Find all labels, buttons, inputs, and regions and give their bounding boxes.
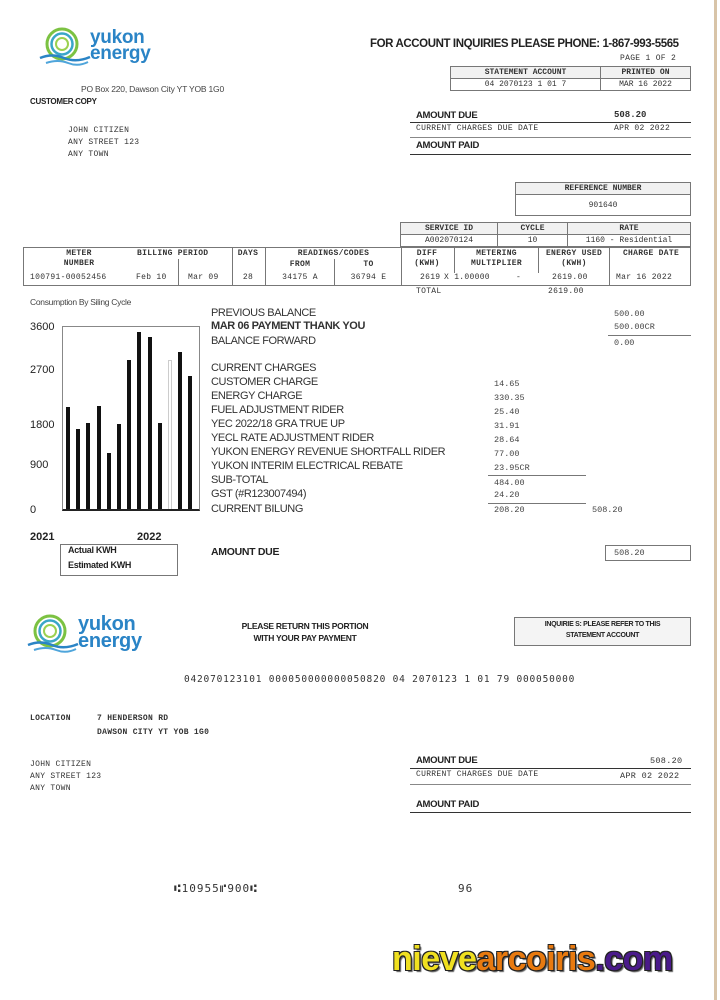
header-diff-kwh: (KWH) bbox=[414, 259, 440, 268]
customer-street: ANY STREET 123 bbox=[68, 138, 140, 147]
charge-item-label: YUKON ENERGY REVENUE SHORTFALL RIDER bbox=[211, 446, 446, 458]
actual-kwh-bar bbox=[158, 423, 162, 509]
consumption-chart bbox=[62, 326, 200, 511]
stub-customer-street: ANY STREET 123 bbox=[30, 772, 102, 781]
divider bbox=[608, 335, 691, 336]
charge-item-label: YECL RATE ADJUSTMENT RIDER bbox=[211, 432, 374, 444]
days-value: 28 bbox=[242, 273, 254, 282]
divider bbox=[488, 475, 586, 476]
actual-kwh-bar bbox=[86, 423, 90, 509]
divider bbox=[178, 259, 179, 286]
reference-number-header: REFERENCE NUMBER bbox=[516, 183, 691, 195]
stub-logo-text-energy: energy bbox=[78, 630, 142, 652]
stub-amount-due-value: 508.20 bbox=[650, 756, 683, 766]
charge-item-label: ENERGY CHARGE bbox=[211, 390, 303, 402]
diff-value: 2619 bbox=[420, 273, 441, 282]
actual-kwh-bar bbox=[137, 332, 141, 509]
reference-number-value: 901640 bbox=[516, 195, 691, 216]
inquiries-line1: INQUIRIE S: PLEASE REFER TO THIS bbox=[544, 621, 661, 628]
charge-item-amount: 31.91 bbox=[494, 421, 520, 431]
reading-to-value: 36794 E bbox=[350, 273, 387, 282]
actual-kwh-bar bbox=[188, 376, 192, 509]
y-tick: 900 bbox=[30, 459, 49, 471]
return-portion-note bbox=[200, 620, 410, 644]
divider bbox=[410, 137, 691, 138]
return-address: PO Box 220, Dawson City YT YOB 1G0 bbox=[81, 84, 224, 94]
charge-item-amount: 77.00 bbox=[494, 449, 520, 459]
divider bbox=[410, 768, 691, 769]
charge-item-label: YEC 2022/18 GRA TRUE UP bbox=[211, 418, 345, 430]
page-edge-border bbox=[714, 0, 717, 1000]
y-tick: 3600 bbox=[30, 321, 55, 333]
previous-balance-value: 500.00 bbox=[614, 309, 645, 319]
header-metering: METERING bbox=[476, 249, 517, 258]
payment-value: 500.00CR bbox=[614, 322, 655, 332]
total-label: TOTAL bbox=[416, 287, 442, 296]
actual-kwh-bar bbox=[97, 406, 101, 509]
x-label-2021: 2021 bbox=[30, 531, 55, 543]
account-info-table bbox=[450, 66, 691, 91]
stub-logo-text-yukon: yukon bbox=[78, 613, 136, 635]
actual-kwh-bar bbox=[117, 424, 121, 509]
to-header: TO bbox=[363, 260, 374, 269]
legend-estimated: Estimated KWH bbox=[68, 560, 132, 570]
header-diff: DIFF bbox=[416, 249, 438, 258]
yukon-energy-logo bbox=[36, 24, 151, 68]
charge-item-amount: 330.35 bbox=[494, 393, 525, 403]
actual-kwh-bar bbox=[76, 429, 80, 509]
inquiries-phone: FOR ACCOUNT INQUIRIES PLEASE PHONE: 1-867-993-5565 bbox=[370, 38, 679, 50]
diff-header bbox=[402, 249, 452, 269]
readings-header: READINGS/CODES bbox=[297, 249, 370, 258]
service-table bbox=[400, 222, 691, 247]
stub-customer-town: ANY TOWN bbox=[30, 784, 71, 793]
statement-account-header: STATEMENT ACCOUNT bbox=[451, 67, 601, 79]
amount-due-label: AMOUNT DUE bbox=[416, 110, 478, 121]
meter-number-value: 100791-00052456 bbox=[30, 273, 107, 282]
divider bbox=[410, 122, 691, 123]
y-tick: 2700 bbox=[30, 364, 55, 376]
stub-amount-due-label: AMOUNT DUE bbox=[416, 755, 478, 766]
charge-item-label: CUSTOMER CHARGE bbox=[211, 376, 318, 388]
page-indicator: PAGE 1 OF 2 bbox=[620, 54, 677, 63]
dash: - bbox=[516, 273, 522, 282]
customer-town: ANY TOWN bbox=[68, 150, 109, 159]
location-label: LOCATION bbox=[30, 714, 71, 723]
cycle-header: CYCLE bbox=[498, 223, 568, 235]
stub-amount-paid-label: AMOUNT PAID bbox=[416, 799, 480, 810]
header-number: NUMBER bbox=[63, 259, 95, 268]
inquiries-line2: STATEMENT ACCOUNT bbox=[565, 632, 640, 639]
chart-title: Consumption By Siling Cycle bbox=[30, 297, 132, 307]
divider bbox=[334, 259, 335, 286]
period-from-value: Feb 10 bbox=[136, 273, 167, 282]
legend-actual: Actual KWH bbox=[68, 545, 117, 555]
service-id-value: A002070124 bbox=[401, 235, 498, 247]
charge-date-header: CHARGE DATE bbox=[622, 249, 680, 258]
due-date-value: APR 02 2022 bbox=[614, 124, 671, 133]
location-line1: 7 HENDERSON RD bbox=[97, 714, 169, 723]
payment-label: MAR 06 PAYMENT THANK YOU bbox=[211, 320, 365, 332]
total-value: 2619.00 bbox=[548, 287, 584, 296]
subtotal-value: 484.00 bbox=[494, 478, 525, 488]
estimated-kwh-bar bbox=[168, 360, 172, 509]
stub-due-date-label: CURRENT CHARGES DUE DATE bbox=[416, 770, 539, 779]
chart-legend bbox=[60, 544, 178, 576]
cycle-value: 10 bbox=[498, 235, 568, 247]
charge-item-label: YUKON INTERIM ELECTRICAL REBATE bbox=[211, 460, 403, 472]
charge-item-label: FUEL ADJUSTMENT RIDER bbox=[211, 404, 344, 416]
watermark bbox=[392, 940, 673, 979]
charge-date-value: Mar 16 2022 bbox=[616, 273, 673, 282]
charge-item-amount: 23.95CR bbox=[494, 463, 530, 473]
billing-period-header: BILLING PERIOD bbox=[137, 249, 209, 258]
y-tick: 1800 bbox=[30, 419, 55, 431]
current-charges-label: CURRENT CHARGES bbox=[211, 362, 317, 374]
charge-item-amount: 14.65 bbox=[494, 379, 520, 389]
stub-amount-paid-line bbox=[410, 812, 691, 813]
logo-text-yukon: yukon bbox=[90, 26, 145, 48]
balance-forward-label: BALANCE FORWARD bbox=[211, 335, 316, 347]
reading-from-value: 34175 A bbox=[282, 273, 318, 282]
statement-account-value: 04 2070123 1 01 7 bbox=[451, 79, 601, 91]
watermark-part2: arcoiris bbox=[476, 940, 596, 978]
location-line2: DAWSON CITY YT YOB 1G0 bbox=[97, 728, 210, 737]
subtotal-label: SUB-TOTAL bbox=[211, 474, 269, 486]
actual-kwh-bar bbox=[107, 453, 111, 509]
logo-text-energy: energy bbox=[90, 43, 151, 64]
x-label-2022: 2022 bbox=[137, 531, 162, 543]
metering-header bbox=[455, 249, 538, 269]
y-tick: 0 bbox=[30, 504, 37, 516]
actual-kwh-bar bbox=[127, 360, 131, 509]
divider bbox=[410, 784, 691, 785]
micr-number: 96 bbox=[458, 882, 474, 895]
header-multiplier: MULTIPLIER bbox=[470, 259, 522, 268]
meter-number-header bbox=[24, 249, 134, 269]
header-energy-kwh: (KWH) bbox=[561, 259, 587, 268]
gst-label: GST (#R123007494) bbox=[211, 488, 307, 500]
watermark-part3: .com bbox=[595, 940, 673, 978]
customer-name: JOHN CITIZEN bbox=[68, 126, 130, 135]
actual-kwh-bar bbox=[178, 352, 182, 509]
service-id-header: SERVICE ID bbox=[401, 223, 498, 235]
customer-copy-label: CUSTOMER COPY bbox=[30, 97, 97, 106]
stub-due-date-value: APR 02 2022 bbox=[620, 771, 680, 781]
printed-on-value: MAR 16 2022 bbox=[601, 79, 691, 91]
scanline: 042070123101 000050000000050820 04 2070123 1 01 79 000050000 bbox=[184, 674, 576, 685]
balance-forward-value: 0.00 bbox=[614, 338, 635, 348]
bottom-amount-due-label: AMOUNT DUE bbox=[211, 546, 280, 558]
from-header: FROM bbox=[289, 260, 311, 269]
amount-paid-label: AMOUNT PAID bbox=[416, 140, 480, 151]
charge-item-amount: 25.40 bbox=[494, 407, 520, 417]
watermark-part1: nieve bbox=[392, 940, 477, 978]
actual-kwh-bar bbox=[66, 407, 70, 509]
due-date-label: CURRENT CHARGES DUE DATE bbox=[416, 124, 539, 133]
days-header: DAYS bbox=[237, 249, 259, 258]
current-billing-value: 208.20 bbox=[494, 505, 525, 515]
meter-table bbox=[23, 247, 691, 286]
reference-number-table bbox=[515, 182, 691, 216]
stub-swirl-logo-icon bbox=[24, 610, 82, 656]
stub-customer-name: JOHN CITIZEN bbox=[30, 760, 92, 769]
amount-due-box bbox=[605, 545, 691, 561]
multiplier-value: X 1.00000 bbox=[444, 273, 490, 282]
divider bbox=[232, 248, 233, 286]
amount-due-value: 508.20 bbox=[614, 110, 647, 120]
swirl-logo-icon bbox=[36, 24, 94, 68]
charge-item-amount: 28.64 bbox=[494, 435, 520, 445]
energy-used-value: 2619.00 bbox=[552, 273, 588, 282]
rate-value: 1160 - Residential bbox=[568, 235, 691, 247]
header-energy-used: ENERGY USED bbox=[545, 249, 603, 258]
actual-kwh-bar bbox=[148, 337, 152, 509]
return-line2: WITH YOUR PAY PAYMENT bbox=[253, 633, 357, 643]
inquiries-box bbox=[514, 617, 691, 646]
rate-header: RATE bbox=[568, 223, 691, 235]
stub-customer-address bbox=[30, 759, 101, 795]
divider bbox=[488, 503, 586, 504]
gst-value: 24.20 bbox=[494, 490, 520, 500]
previous-balance-label: PREVIOUS BALANCE bbox=[211, 307, 316, 319]
bottom-amount-due-value: 508.20 bbox=[614, 548, 645, 558]
printed-on-header: PRINTED ON bbox=[601, 67, 691, 79]
micr-line: ⑆10955⑈900⑆ bbox=[174, 882, 258, 895]
current-billing-total: 508.20 bbox=[592, 505, 623, 515]
amount-paid-line bbox=[410, 154, 691, 155]
return-line1: PLEASE RETURN THIS PORTION bbox=[241, 621, 369, 631]
stub-yukon-energy-logo bbox=[24, 610, 142, 656]
period-to-value: Mar 09 bbox=[188, 273, 219, 282]
current-billing-label: CURRENT BILUNG bbox=[211, 503, 303, 515]
energy-used-header bbox=[539, 249, 609, 269]
customer-address bbox=[68, 125, 139, 161]
header-meter: METER bbox=[66, 249, 92, 258]
